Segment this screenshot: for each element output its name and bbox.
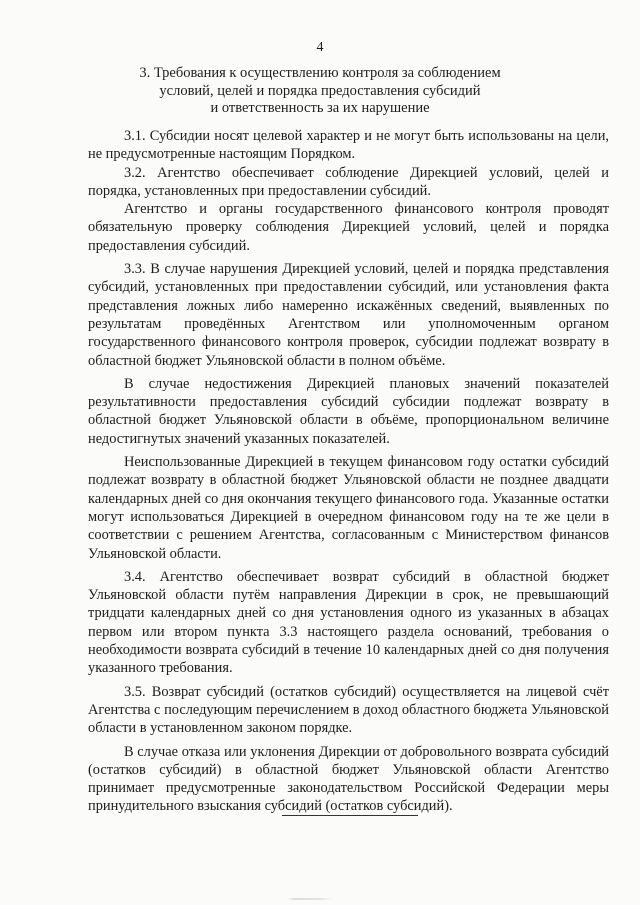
heading-line-1: 3. Требования к осуществлению контроля за соблюдением (139, 65, 501, 81)
section-heading (80, 65, 560, 118)
paragraph-unused-balances: Неиспользованные Дирекцией в текущем финансовом году остатки субсидий подлежат возврату в областной бюджет Ульяновской области не позднее двадцати календарных дней со дня окончания текущего финансового года. Указанные остатки могут использоваться Дирекцией в очередном финансовом году на те же цели в соответствии с решением Агентства, согласованным с Министерством финансов Ульяновской области. (88, 454, 609, 562)
page-number: 4 (316, 40, 324, 55)
paragraph-enforcement: В случае отказа или уклонения Дирекции от добровольного возврата субсидий (остатков субсидий) в областной бюджет Ульяновской области Агентство принимает предусмотренные законодательством Российской Федерации меры принудительного взыскания субсидий (остатков субсидий). (88, 743, 609, 815)
paragraph-3-3: 3.3. В случае нарушения Дирекцией условий, целей и порядка представления субсидий, установленных при предоставлении субсидий, или установления факта представления ложных либо намеренно искажённых сведений, выявленных по результатам проведённых Агентством или уполномоченным органом государственного финансового контроля проверок, субсидии подлежат возврату в областной бюджет Ульяновской области в полном объёме. (88, 261, 609, 369)
heading-line-3: и ответственность за их нарушение (210, 100, 430, 116)
heading-line-2: условий, целей и порядка предоставления субсидий (159, 82, 481, 99)
scan-artifact (0, 898, 640, 900)
paragraph-3-4: 3.4. Агентство обеспечивает возврат субсидий в областной бюджет Ульяновской области путём направления Дирекции в срок, не превышающий тридцати календарных дней со дня установления одного из указанных в абзацах первом или втором пункта 3.3 настоящего раздела оснований, требования о необходимости возврата субсидий в течение 10 календарных дней со дня получения указанного требования. (88, 568, 609, 677)
paragraph-indicators: В случае недостижения Дирекцией плановых значений показателей результативности предоставления субсидий субсидии подлежат возврату в областной бюджет Ульяновской области в объёме, пропорциональном величине недостигнутых значений указанных показателей. (88, 375, 609, 447)
paragraph-3-2: 3.2. Агентство обеспечивает соблюдение Дирекцией условий, целей и порядка, установленных при предоставлении субсидий. (88, 164, 609, 199)
paragraph-3-1: 3.1. Субсидии носят целевой характер и не могут быть использованы на цели, не предусмотренные настоящим Порядком. (88, 128, 609, 163)
paragraph-3-5: 3.5. Возврат субсидий (остатков субсидий) осуществляется на лицевой счёт Агентства с последующим перечислением в доход областного бюджета Ульяновской области в установленном законом порядке. (88, 683, 609, 737)
paragraph-control: Агентство и органы государственного финансового контроля проводят обязательную проверку соблюдения Дирекцией условий, целей и порядка предоставления субсидий. (88, 201, 609, 254)
document-body (88, 127, 609, 821)
closing-rule (282, 815, 418, 816)
